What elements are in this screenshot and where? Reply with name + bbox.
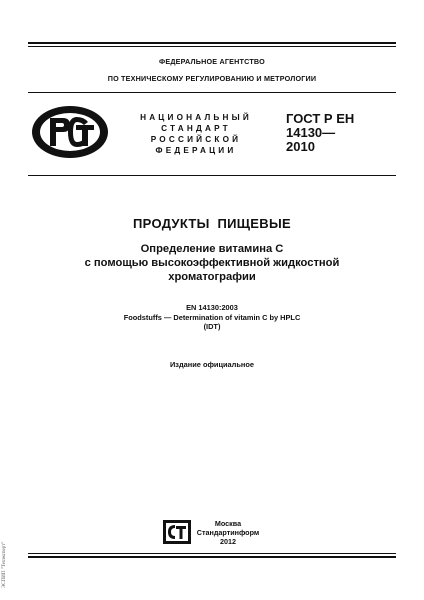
idt-label: (IDT)	[203, 322, 221, 331]
publisher-logo	[163, 520, 191, 544]
gost-number	[286, 112, 376, 154]
top-rule-thin	[28, 46, 396, 47]
bottom-rule-thick	[28, 556, 396, 558]
en-reference	[0, 303, 424, 332]
rst-logo	[30, 104, 110, 160]
publisher-info	[196, 519, 260, 546]
publisher-logo-graphic	[163, 520, 191, 544]
subtitle-line3: хроматографии	[168, 271, 256, 283]
subtitle-line1: Определение витамина С	[140, 243, 284, 255]
en-code: EN 14130:2003	[186, 303, 238, 312]
edition-label: Издание официальное	[169, 360, 254, 369]
standard-rule	[28, 175, 396, 176]
national-line3: РОССИЙСКОЙ	[150, 135, 242, 144]
document-subtitle	[20, 242, 404, 284]
subtitle-line2: с помощью высокоэффективной жидкостной	[84, 257, 340, 269]
document-title: ПРОДУКТЫ ПИЩЕВЫЕ	[133, 216, 291, 231]
agency-name-line2: ПО ТЕХНИЧЕСКОМУ РЕГУЛИРОВАНИЮ И МЕТРОЛОГИИ	[107, 74, 317, 83]
side-watermark: ЭСПИП "Техэксперт"	[2, 541, 7, 588]
en-title: Foodstuffs — Determination of vitamin C by HPLC	[123, 312, 301, 322]
rst-logo-graphic	[30, 104, 110, 160]
bottom-rule-thin	[28, 553, 396, 554]
national-line1: НАЦИОНАЛЬНЫЙ	[140, 113, 252, 122]
gost-line1: ГОСТ Р ЕН	[286, 111, 355, 126]
publisher-city: Москва	[214, 519, 242, 528]
top-rule-thick	[28, 42, 396, 44]
national-line2: СТАНДАРТ	[161, 124, 231, 133]
header-rule	[28, 92, 396, 93]
publisher-name: Стандартинформ	[196, 528, 260, 537]
national-line4: ФЕДЕРАЦИИ	[155, 146, 237, 155]
gost-line3: 2010	[286, 139, 315, 154]
agency-name-line1: ФЕДЕРАЛЬНОЕ АГЕНТСТВО	[159, 57, 265, 66]
national-standard-label	[128, 112, 264, 156]
publisher-year: 2012	[220, 537, 236, 546]
gost-line2: 14130—	[286, 125, 336, 140]
